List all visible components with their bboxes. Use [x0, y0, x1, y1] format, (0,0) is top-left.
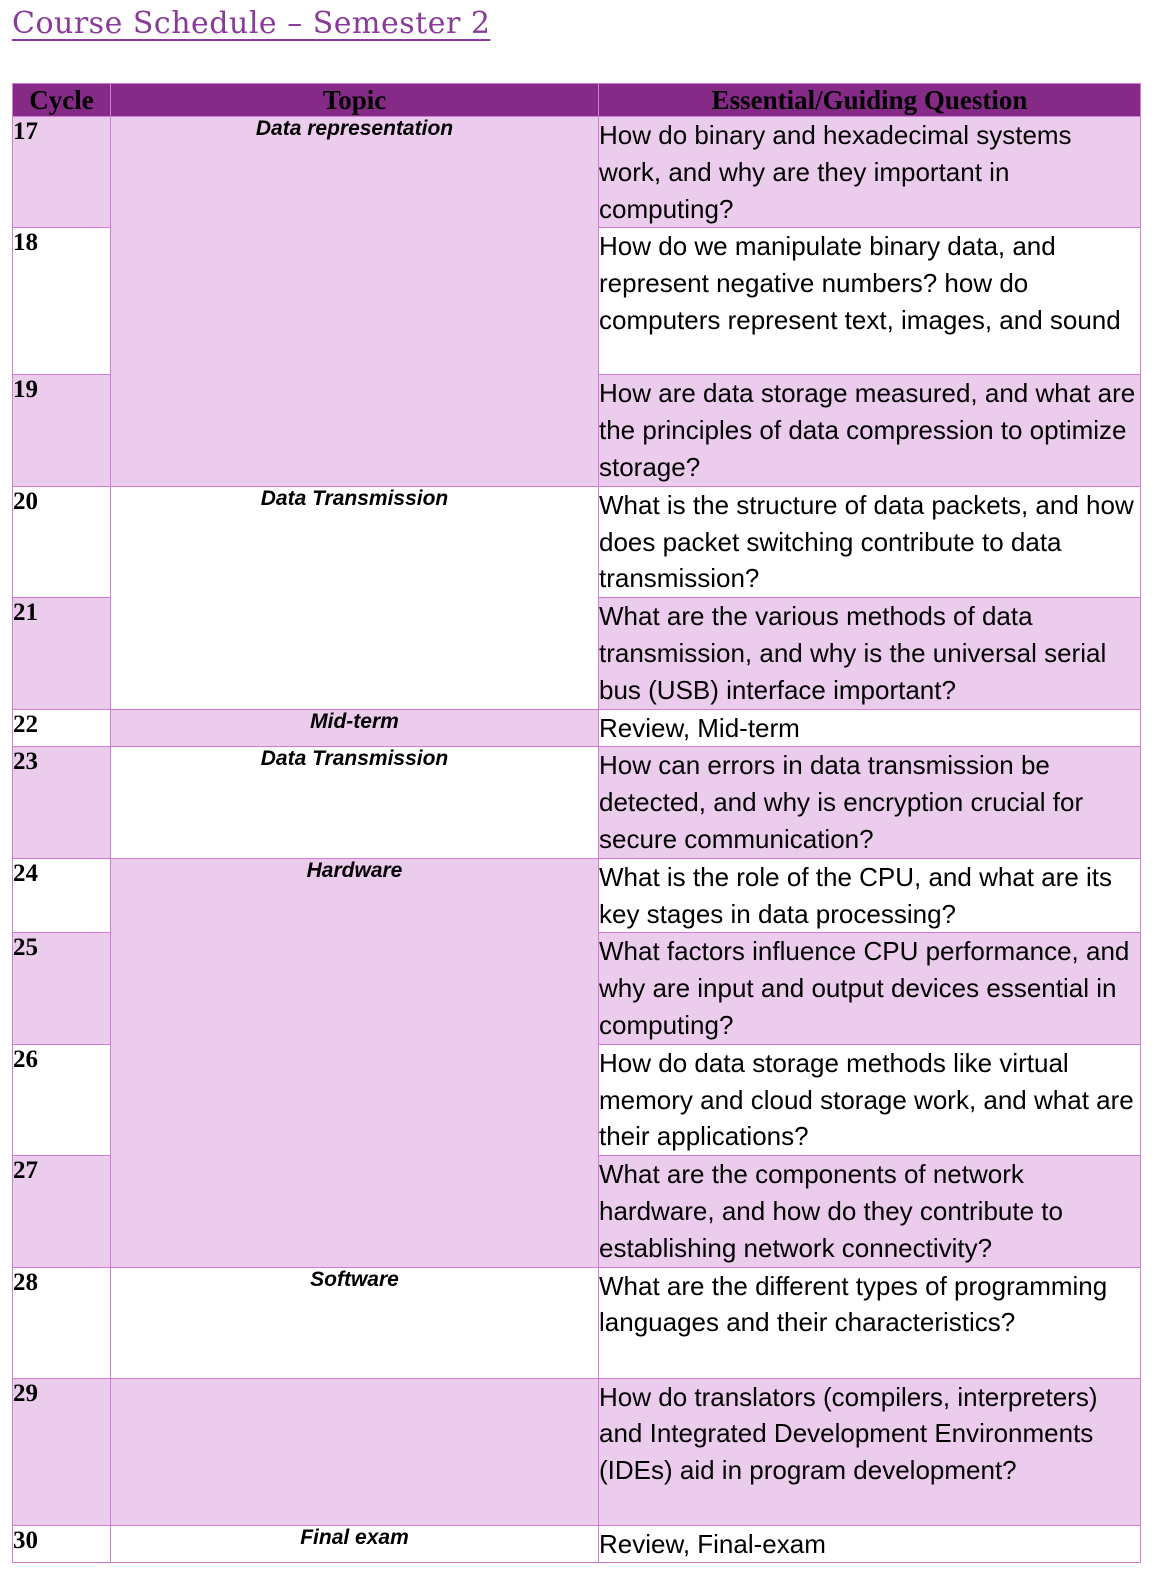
cycle-cell: 30 — [13, 1525, 111, 1563]
question-cell: How do translators (compilers, interpreters) and Integrated Development Environments (IDEs) aid in program development? — [599, 1378, 1141, 1525]
cycle-cell: 23 — [13, 747, 111, 858]
question-cell: How do we manipulate binary data, and represent negative numbers? how do computers represent text, images, and sound — [599, 228, 1141, 375]
question-cell: What are the various methods of data transmission, and why is the universal serial bus (USB) interface important? — [599, 598, 1141, 709]
question-cell: What are the components of network hardware, and how do they contribute to establishing network connectivity? — [599, 1156, 1141, 1267]
question-cell: Review, Final-exam — [599, 1525, 1141, 1563]
cycle-cell: 21 — [13, 598, 111, 709]
cycle-cell: 18 — [13, 228, 111, 375]
question-cell: What factors influence CPU performance, and why are input and output devices essential in computing? — [599, 933, 1141, 1044]
topic-cell: Final exam — [111, 1525, 599, 1563]
topic-cell: Software — [111, 1267, 599, 1378]
topic-cell: Data Transmission — [111, 486, 599, 709]
topic-cell: Hardware — [111, 858, 599, 1267]
topic-cell — [111, 1378, 599, 1525]
cycle-cell: 22 — [13, 709, 111, 747]
table-row — [13, 1525, 1141, 1563]
header-question: Essential/Guiding Question — [599, 84, 1141, 117]
table-row — [13, 747, 1141, 858]
header-cycle: Cycle — [13, 84, 111, 117]
table-row — [13, 486, 1141, 597]
question-cell: How can errors in data transmission be detected, and why is encryption crucial for secure communication? — [599, 747, 1141, 858]
cycle-cell: 20 — [13, 486, 111, 597]
header-topic: Topic — [111, 84, 599, 117]
table-row — [13, 1378, 1141, 1525]
question-cell: What is the role of the CPU, and what are its key stages in data processing? — [599, 858, 1141, 933]
table-row — [13, 1267, 1141, 1378]
table-row — [13, 709, 1141, 747]
cycle-cell: 29 — [13, 1378, 111, 1525]
cycle-cell: 27 — [13, 1156, 111, 1267]
cycle-cell: 24 — [13, 858, 111, 933]
page-title: Course Schedule – Semester 2 — [12, 6, 491, 41]
cycle-cell: 19 — [13, 375, 111, 486]
table-row — [13, 117, 1141, 228]
table-row — [13, 858, 1141, 933]
question-cell: What is the structure of data packets, and how does packet switching contribute to data transmission? — [599, 486, 1141, 597]
question-cell: Review, Mid-term — [599, 709, 1141, 747]
course-schedule-table — [12, 83, 1141, 1563]
table-header-row — [13, 84, 1141, 117]
topic-cell: Mid-term — [111, 709, 599, 747]
question-cell: What are the different types of programming languages and their characteristics? — [599, 1267, 1141, 1378]
topic-cell: Data Transmission — [111, 747, 599, 858]
question-cell: How do data storage methods like virtual memory and cloud storage work, and what are their applications? — [599, 1044, 1141, 1155]
question-cell: How are data storage measured, and what are the principles of data compression to optimize storage? — [599, 375, 1141, 486]
question-cell: How do binary and hexadecimal systems work, and why are they important in computing? — [599, 117, 1141, 228]
cycle-cell: 17 — [13, 117, 111, 228]
cycle-cell: 26 — [13, 1044, 111, 1155]
topic-cell: Data representation — [111, 117, 599, 487]
cycle-cell: 28 — [13, 1267, 111, 1378]
cycle-cell: 25 — [13, 933, 111, 1044]
